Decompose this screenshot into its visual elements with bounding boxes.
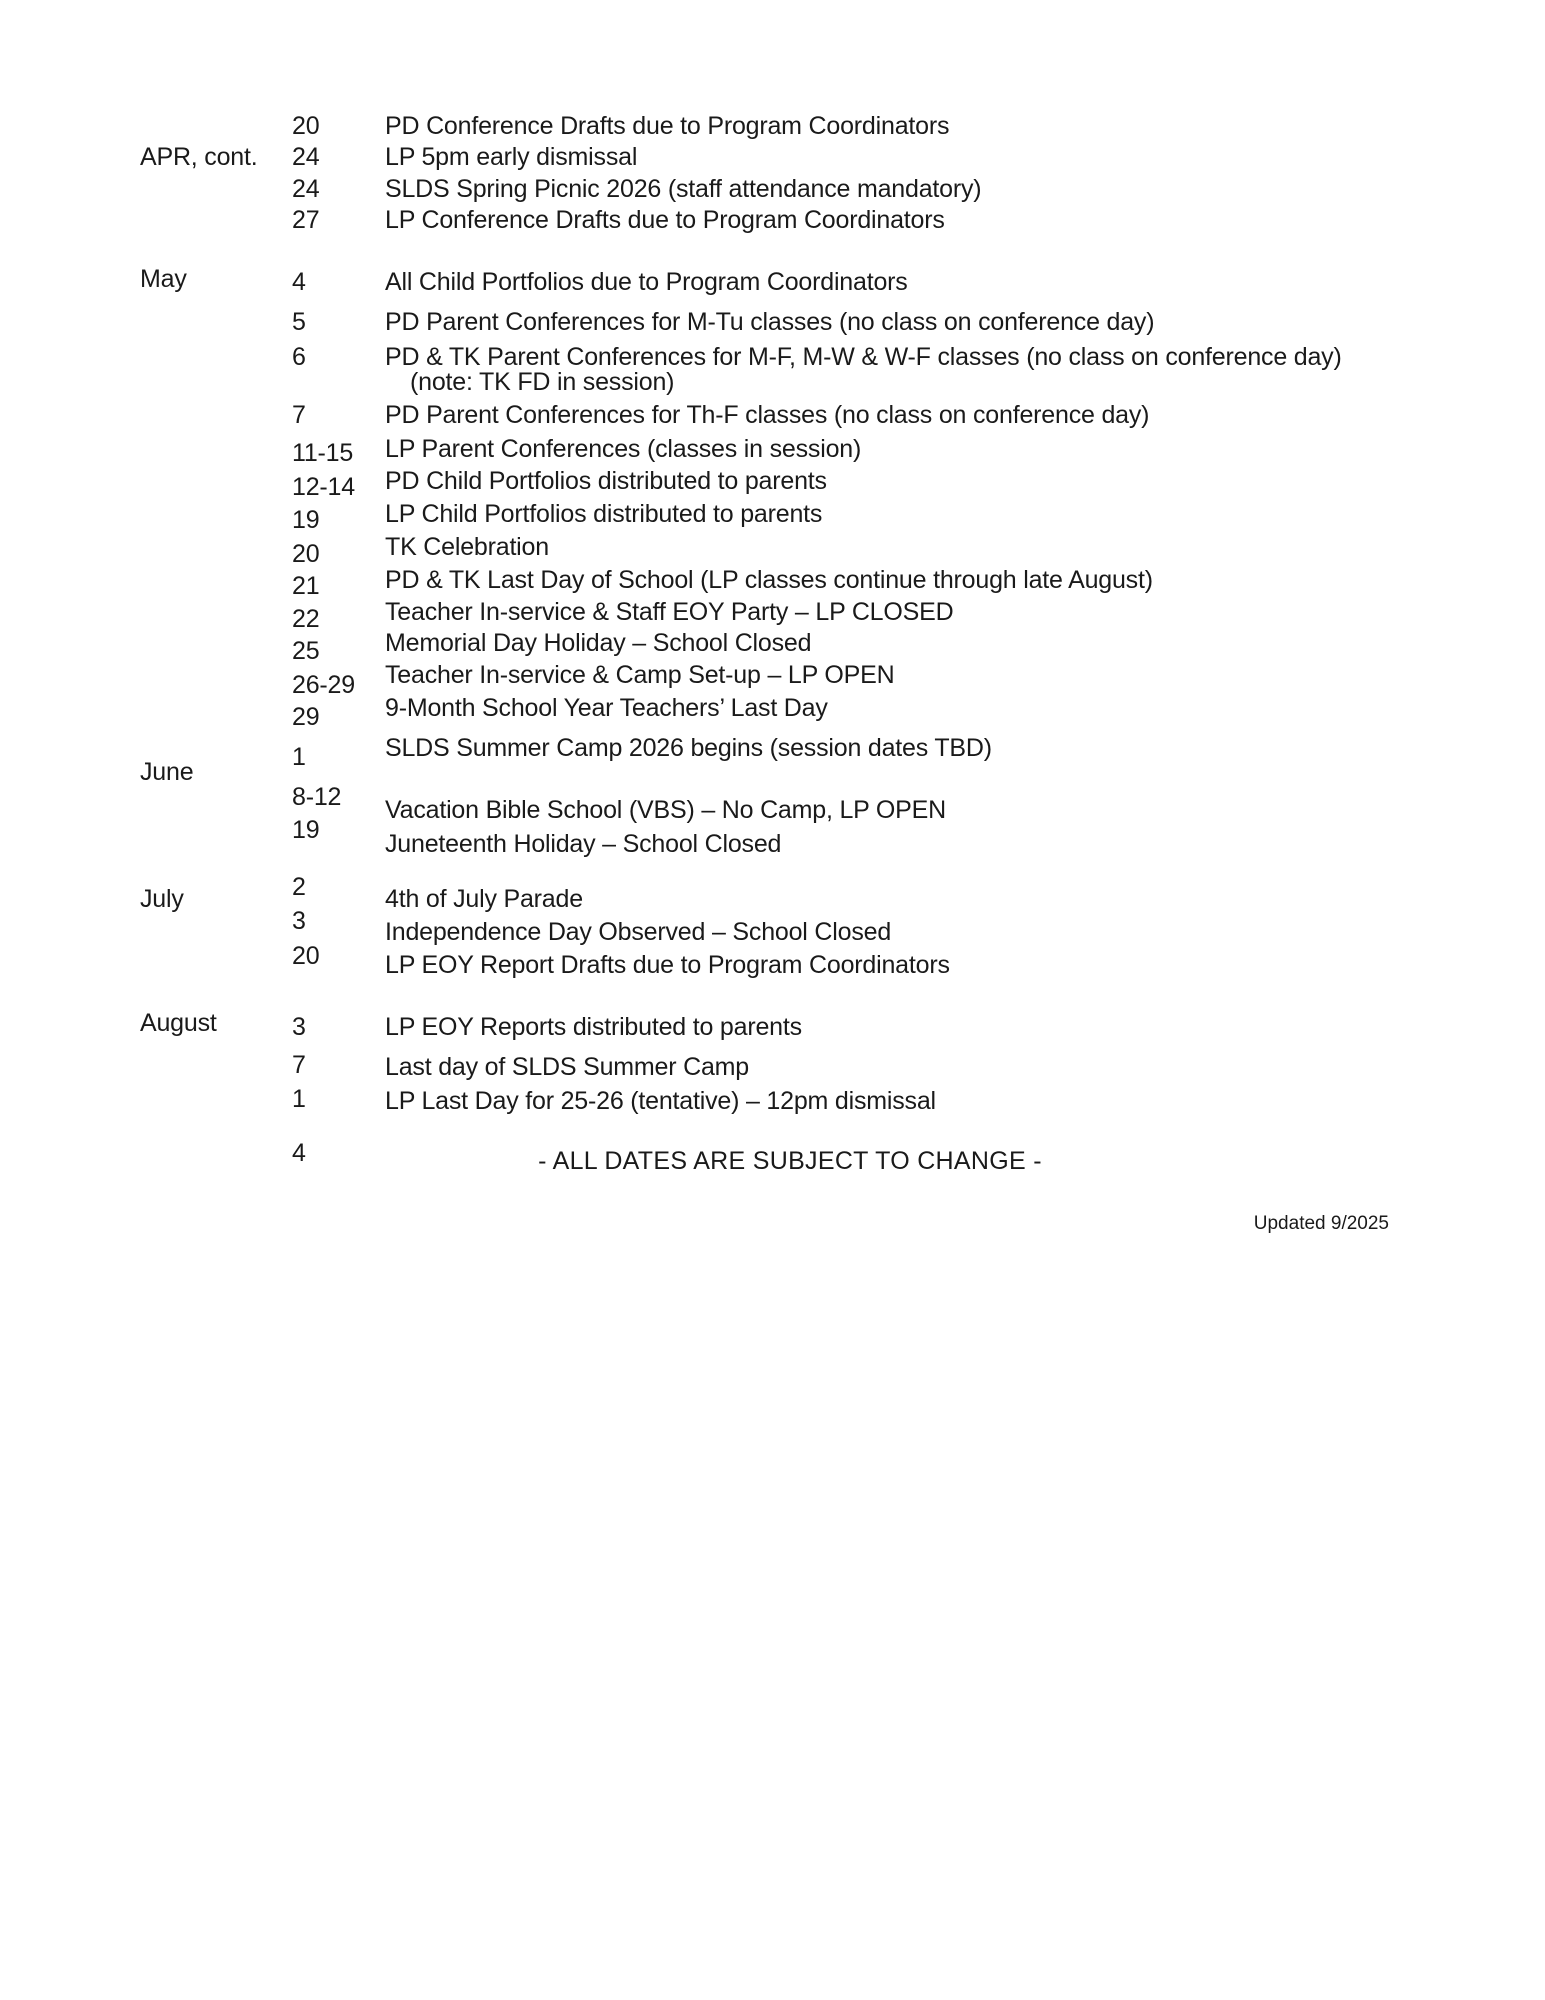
event-text: PD Parent Conferences for M-Tu classes (no class on conference day) bbox=[385, 308, 1155, 336]
updated-date: Updated 9/2025 bbox=[1253, 1213, 1389, 1234]
event-text: LP Last Day for 25-26 (tentative) – 12pm dismissal bbox=[385, 1087, 936, 1115]
event-text: LP EOY Reports distributed to parents bbox=[385, 1013, 802, 1041]
month-label-july: July bbox=[140, 885, 184, 913]
event-text: 9-Month School Year Teachers’ Last Day bbox=[385, 694, 828, 722]
event-day: 29 bbox=[292, 703, 320, 731]
disclaimer: - ALL DATES ARE SUBJECT TO CHANGE - bbox=[538, 1147, 1042, 1175]
event-text: PD & TK Parent Conferences for M-F, M-W & W-F classes (no class on conference day) bbox=[385, 343, 1342, 371]
event-day: 27 bbox=[292, 206, 320, 234]
event-day: 20 bbox=[292, 942, 320, 970]
event-text: TK Celebration bbox=[385, 533, 549, 561]
event-text: PD & TK Last Day of School (LP classes continue through late August) bbox=[385, 566, 1153, 594]
event-day: 25 bbox=[292, 637, 320, 665]
event-text: Vacation Bible School (VBS) – No Camp, LP OPEN bbox=[385, 796, 946, 824]
event-day: 5 bbox=[292, 308, 306, 336]
event-text: LP Parent Conferences (classes in session) bbox=[385, 435, 862, 463]
event-text: Memorial Day Holiday – School Closed bbox=[385, 629, 812, 657]
event-day: 19 bbox=[292, 816, 320, 844]
event-text: All Child Portfolios due to Program Coordinators bbox=[385, 268, 908, 296]
event-note: (note: TK FD in session) bbox=[410, 368, 675, 396]
event-day: 1 bbox=[292, 1085, 306, 1113]
event-day: 21 bbox=[292, 572, 320, 600]
event-day: 4 bbox=[292, 1139, 306, 1167]
event-day: 8-12 bbox=[292, 783, 342, 811]
event-text: LP Child Portfolios distributed to parents bbox=[385, 500, 823, 528]
event-day: 7 bbox=[292, 1051, 306, 1079]
event-text: LP 5pm early dismissal bbox=[385, 143, 638, 171]
event-text: LP EOY Report Drafts due to Program Coordinators bbox=[385, 951, 950, 979]
event-text: PD Parent Conferences for Th-F classes (no class on conference day) bbox=[385, 401, 1150, 429]
event-day: 7 bbox=[292, 401, 306, 429]
event-day: 19 bbox=[292, 506, 320, 534]
event-day: 26-29 bbox=[292, 671, 355, 699]
event-day: 3 bbox=[292, 907, 306, 935]
event-day: 6 bbox=[292, 343, 306, 371]
month-label-august: August bbox=[140, 1009, 217, 1037]
month-label-may: May bbox=[140, 265, 187, 293]
event-day: 24 bbox=[292, 175, 320, 203]
event-text: SLDS Spring Picnic 2026 (staff attendance mandatory) bbox=[385, 175, 982, 203]
event-text: SLDS Summer Camp 2026 begins (session dates TBD) bbox=[385, 734, 992, 762]
month-label-apr: APR, cont. bbox=[140, 143, 258, 171]
event-day: 4 bbox=[292, 268, 306, 296]
event-day: 1 bbox=[292, 743, 306, 771]
event-day: 22 bbox=[292, 605, 320, 633]
event-text: PD Conference Drafts due to Program Coordinators bbox=[385, 112, 950, 140]
event-day: 24 bbox=[292, 143, 320, 171]
event-text: Last day of SLDS Summer Camp bbox=[385, 1053, 749, 1081]
event-text: Teacher In-service & Staff EOY Party – LP CLOSED bbox=[385, 598, 954, 626]
event-text: Independence Day Observed – School Closed bbox=[385, 918, 892, 946]
event-day: 11-15 bbox=[292, 439, 354, 467]
month-label-june: June bbox=[140, 758, 194, 786]
event-text: LP Conference Drafts due to Program Coordinators bbox=[385, 206, 945, 234]
event-day: 20 bbox=[292, 540, 320, 568]
event-text: PD Child Portfolios distributed to parents bbox=[385, 467, 827, 495]
event-day: 2 bbox=[292, 873, 306, 901]
event-text: Teacher In-service & Camp Set-up – LP OPEN bbox=[385, 661, 895, 689]
event-day: 3 bbox=[292, 1013, 306, 1041]
event-day: 20 bbox=[292, 112, 320, 140]
event-text: Juneteenth Holiday – School Closed bbox=[385, 830, 782, 858]
event-text: 4th of July Parade bbox=[385, 885, 583, 913]
event-day: 12-14 bbox=[292, 473, 355, 501]
